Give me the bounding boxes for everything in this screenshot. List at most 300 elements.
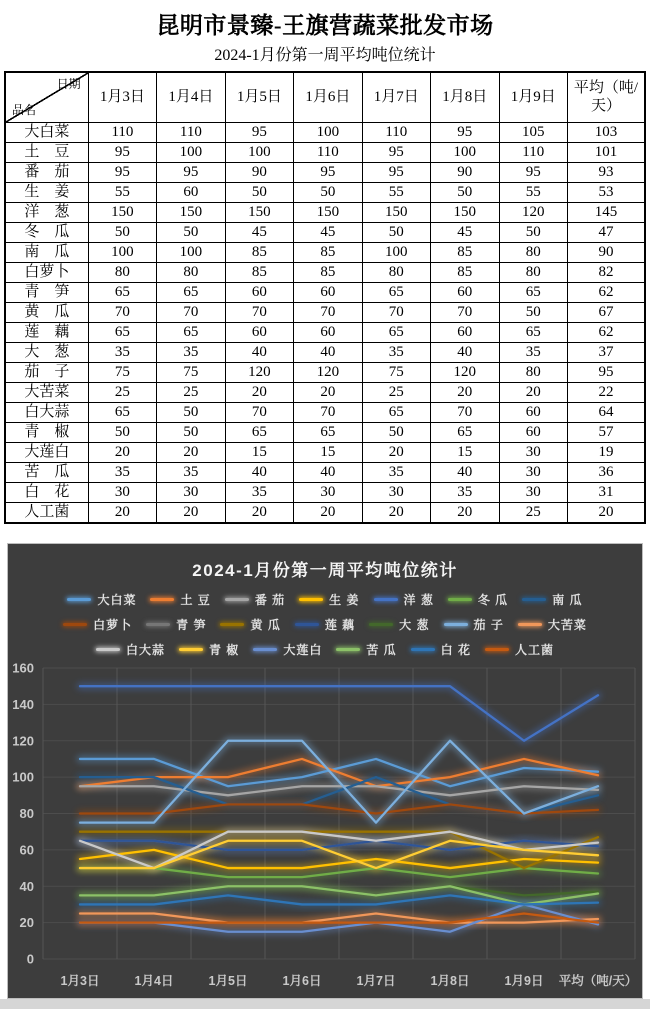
- legend-item: [485, 641, 554, 658]
- value-cell: 20: [499, 383, 567, 403]
- value-cell: 110: [362, 123, 430, 143]
- value-cell: 25: [157, 383, 225, 403]
- legend-item: [150, 591, 210, 608]
- value-cell: 20: [431, 503, 499, 524]
- value-cell: 95: [362, 163, 430, 183]
- column-header: 1月3日: [88, 72, 156, 123]
- bottom-strip: [0, 999, 650, 1009]
- value-cell: 50: [225, 183, 293, 203]
- legend-label: 白大蒜: [125, 643, 165, 657]
- value-cell: 35: [431, 483, 499, 503]
- value-cell: 15: [294, 443, 362, 463]
- legend-row: [8, 587, 642, 612]
- product-name-cell: [5, 203, 88, 223]
- value-cell: 101: [567, 143, 645, 163]
- value-cell: 25: [362, 383, 430, 403]
- legend-label: 白 花: [440, 643, 472, 657]
- value-cell: 47: [567, 223, 645, 243]
- value-cell: 20: [362, 503, 430, 524]
- value-cell: 50: [499, 303, 567, 323]
- value-cell: 80: [499, 363, 567, 383]
- value-cell: 95: [567, 363, 645, 383]
- y-tick-label: 40: [19, 878, 34, 894]
- value-cell: 150: [88, 203, 156, 223]
- legend-label: 冬 瓜: [477, 593, 509, 607]
- product-name: 生姜: [24, 183, 70, 200]
- value-cell: 20: [157, 503, 225, 524]
- value-cell: 100: [157, 243, 225, 263]
- legend-line-swatch-icon: [522, 598, 546, 601]
- value-cell: 20: [225, 503, 293, 524]
- product-name: 大葱: [24, 343, 70, 360]
- value-cell: 150: [225, 203, 293, 223]
- value-cell: 95: [225, 123, 293, 143]
- value-cell: 100: [431, 143, 499, 163]
- value-cell: 50: [362, 423, 430, 443]
- value-cell: 15: [225, 443, 293, 463]
- value-cell: 95: [88, 143, 156, 163]
- product-name-cell: [5, 463, 88, 483]
- legend-item: [411, 641, 471, 658]
- value-cell: 120: [431, 363, 499, 383]
- x-tick-label: 1月7日: [356, 974, 396, 988]
- table-row: [5, 263, 645, 283]
- legend-line-swatch-icon: [96, 648, 120, 651]
- value-cell: 65: [499, 283, 567, 303]
- product-name-cell: [5, 363, 88, 383]
- legend-line-swatch-icon: [299, 598, 323, 601]
- value-cell: 150: [431, 203, 499, 223]
- legend-item: [299, 591, 359, 608]
- product-name: 洋葱: [24, 203, 70, 220]
- value-cell: 50: [362, 223, 430, 243]
- legend-line-swatch-icon: [518, 623, 542, 626]
- legend-line-swatch-icon: [63, 623, 87, 626]
- value-cell: 65: [157, 283, 225, 303]
- legend-label: 大莲白: [283, 643, 323, 657]
- legend-row: [8, 637, 642, 662]
- page-subtitle: 2024-1月份第一周平均吨位统计: [214, 47, 436, 64]
- value-cell: 70: [225, 403, 293, 423]
- product-name-cell: [5, 403, 88, 423]
- table-row: [5, 503, 645, 524]
- column-header: 1月8日: [431, 72, 499, 123]
- table-row: [5, 123, 645, 143]
- chart-legend: [8, 587, 642, 662]
- legend-item: [96, 641, 165, 658]
- legend-label: 白萝卜: [93, 618, 133, 632]
- value-cell: 35: [88, 343, 156, 363]
- value-cell: 100: [225, 143, 293, 163]
- value-cell: 80: [362, 263, 430, 283]
- value-cell: 45: [431, 223, 499, 243]
- value-cell: 65: [157, 323, 225, 343]
- tonnage-table: [4, 71, 646, 524]
- value-cell: 50: [157, 403, 225, 423]
- legend-line-swatch-icon: [220, 623, 244, 626]
- value-cell: 120: [499, 203, 567, 223]
- value-cell: 95: [362, 143, 430, 163]
- value-cell: 120: [225, 363, 293, 383]
- value-cell: 20: [294, 503, 362, 524]
- x-tick-label: 1月9日: [504, 974, 544, 988]
- product-name: 黄瓜: [24, 303, 70, 320]
- value-cell: 80: [499, 263, 567, 283]
- legend-item: [253, 641, 322, 658]
- table-row: [5, 143, 645, 163]
- product-name: 青椒: [24, 423, 70, 440]
- legend-item: [369, 616, 429, 633]
- table-row: [5, 303, 645, 323]
- value-cell: 110: [294, 143, 362, 163]
- value-cell: 25: [88, 383, 156, 403]
- table-row: [5, 443, 645, 463]
- value-cell: 85: [225, 263, 293, 283]
- value-cell: 70: [157, 303, 225, 323]
- legend-label: 黄 瓜: [250, 618, 281, 632]
- value-cell: 95: [157, 163, 225, 183]
- legend-label: 莲 藕: [324, 618, 356, 632]
- product-name: 苦瓜: [24, 463, 70, 480]
- value-cell: 35: [225, 483, 293, 503]
- value-cell: 35: [499, 343, 567, 363]
- column-header: 1月4日: [157, 72, 225, 123]
- value-cell: 64: [567, 403, 645, 423]
- table-row: [5, 323, 645, 343]
- product-name: 茄子: [24, 363, 70, 380]
- legend-item: [336, 641, 396, 658]
- legend-item: [295, 616, 355, 633]
- value-cell: 100: [362, 243, 430, 263]
- legend-label: 土 豆: [180, 593, 211, 607]
- value-cell: 95: [499, 163, 567, 183]
- value-cell: 60: [294, 283, 362, 303]
- column-header: 平均（吨/天）: [567, 72, 645, 123]
- legend-label: 番 茄: [254, 593, 286, 607]
- x-tick-label: 1月8日: [430, 974, 470, 988]
- value-cell: 70: [431, 403, 499, 423]
- value-cell: 85: [431, 243, 499, 263]
- value-cell: 80: [157, 263, 225, 283]
- legend-line-swatch-icon: [485, 648, 509, 651]
- column-header: 1月6日: [294, 72, 362, 123]
- table-row: [5, 483, 645, 503]
- legend-line-swatch-icon: [179, 648, 203, 651]
- legend-item: [522, 591, 582, 608]
- value-cell: 110: [88, 123, 156, 143]
- corner-label-product: 品名: [12, 103, 37, 118]
- value-cell: 60: [499, 423, 567, 443]
- table-row: [5, 203, 645, 223]
- value-cell: 65: [88, 323, 156, 343]
- x-tick-label: 平均（吨/天）: [558, 974, 638, 988]
- product-name: 番茄: [24, 163, 70, 180]
- product-name: 南瓜: [24, 243, 70, 260]
- value-cell: 150: [157, 203, 225, 223]
- value-cell: 100: [294, 123, 362, 143]
- value-cell: 20: [88, 503, 156, 524]
- product-name: 大苦菜: [24, 383, 70, 400]
- legend-line-swatch-icon: [67, 598, 91, 601]
- value-cell: 103: [567, 123, 645, 143]
- column-header: 1月7日: [362, 72, 430, 123]
- product-name-cell: [5, 343, 88, 363]
- legend-label: 青 笋: [176, 618, 207, 632]
- value-cell: 37: [567, 343, 645, 363]
- value-cell: 65: [88, 283, 156, 303]
- table-row: [5, 283, 645, 303]
- legend-item: [225, 591, 285, 608]
- table-row: [5, 163, 645, 183]
- legend-line-swatch-icon: [374, 598, 398, 601]
- table-row: [5, 423, 645, 443]
- value-cell: 85: [225, 243, 293, 263]
- table-row: [5, 223, 645, 243]
- value-cell: 75: [362, 363, 430, 383]
- legend-line-swatch-icon: [150, 598, 174, 601]
- value-cell: 150: [294, 203, 362, 223]
- legend-item: [448, 591, 508, 608]
- product-name: 人工菌: [24, 503, 70, 520]
- product-name-cell: [5, 243, 88, 263]
- legend-line-swatch-icon: [336, 648, 360, 651]
- value-cell: 50: [431, 183, 499, 203]
- chart-panel: [7, 543, 643, 999]
- value-cell: 70: [88, 303, 156, 323]
- legend-line-swatch-icon: [448, 598, 472, 601]
- value-cell: 80: [88, 263, 156, 283]
- y-tick-label: 120: [12, 733, 34, 749]
- value-cell: 30: [294, 483, 362, 503]
- legend-label: 生 姜: [329, 593, 360, 607]
- value-cell: 70: [362, 303, 430, 323]
- value-cell: 70: [294, 303, 362, 323]
- value-cell: 50: [157, 223, 225, 243]
- product-name-cell: [5, 263, 88, 283]
- corner-label-date: 日期: [56, 77, 81, 91]
- product-name: 白萝卜: [24, 263, 70, 280]
- value-cell: 70: [431, 303, 499, 323]
- value-cell: 20: [157, 443, 225, 463]
- value-cell: 30: [499, 483, 567, 503]
- value-cell: 110: [157, 123, 225, 143]
- value-cell: 70: [294, 403, 362, 423]
- value-cell: 60: [431, 283, 499, 303]
- product-name-cell: [5, 283, 88, 303]
- product-name: 白花: [24, 483, 70, 500]
- value-cell: 62: [567, 323, 645, 343]
- value-cell: 100: [88, 243, 156, 263]
- value-cell: 20: [294, 383, 362, 403]
- value-cell: 75: [157, 363, 225, 383]
- legend-line-swatch-icon: [225, 598, 249, 601]
- product-name: 莲藕: [24, 323, 70, 340]
- value-cell: 65: [362, 323, 430, 343]
- value-cell: 40: [431, 343, 499, 363]
- table-row: [5, 383, 645, 403]
- value-cell: 62: [567, 283, 645, 303]
- value-cell: 80: [499, 243, 567, 263]
- x-tick-label: 1月6日: [282, 974, 322, 988]
- value-cell: 31: [567, 483, 645, 503]
- value-cell: 20: [431, 383, 499, 403]
- value-cell: 35: [362, 343, 430, 363]
- value-cell: 40: [225, 343, 293, 363]
- value-cell: 65: [499, 323, 567, 343]
- value-cell: 95: [431, 123, 499, 143]
- y-tick-label: 80: [19, 806, 34, 821]
- value-cell: 40: [225, 463, 293, 483]
- value-cell: 90: [225, 163, 293, 183]
- value-cell: 50: [294, 183, 362, 203]
- x-tick-label: 1月4日: [134, 974, 174, 988]
- value-cell: 45: [294, 223, 362, 243]
- value-cell: 95: [88, 163, 156, 183]
- value-cell: 15: [431, 443, 499, 463]
- legend-line-swatch-icon: [369, 623, 393, 626]
- value-cell: 65: [362, 283, 430, 303]
- product-name-cell: [5, 323, 88, 343]
- value-cell: 50: [499, 223, 567, 243]
- value-cell: 65: [294, 423, 362, 443]
- product-name-cell: [5, 443, 88, 463]
- legend-line-swatch-icon: [411, 648, 435, 651]
- value-cell: 20: [362, 443, 430, 463]
- product-name: 冬瓜: [24, 223, 70, 240]
- value-cell: 85: [294, 263, 362, 283]
- product-name: 白大蒜: [24, 403, 70, 420]
- value-cell: 75: [88, 363, 156, 383]
- table-row: [5, 463, 645, 483]
- value-cell: 150: [362, 203, 430, 223]
- product-name-cell: [5, 123, 88, 143]
- x-tick-label: 1月5日: [208, 974, 248, 988]
- product-name-cell: [5, 183, 88, 203]
- legend-item: [374, 591, 434, 608]
- y-tick-label: 100: [12, 769, 34, 785]
- value-cell: 20: [225, 383, 293, 403]
- value-cell: 90: [431, 163, 499, 183]
- value-cell: 93: [567, 163, 645, 183]
- value-cell: 40: [431, 463, 499, 483]
- value-cell: 35: [88, 463, 156, 483]
- y-tick-label: 140: [12, 696, 34, 712]
- table-row: [5, 363, 645, 383]
- value-cell: 53: [567, 183, 645, 203]
- value-cell: 19: [567, 443, 645, 463]
- value-cell: 20: [567, 503, 645, 524]
- legend-label: 南 瓜: [552, 593, 583, 607]
- product-name-cell: [5, 143, 88, 163]
- value-cell: 30: [499, 463, 567, 483]
- page: [0, 7, 650, 1009]
- value-cell: 35: [362, 463, 430, 483]
- table-header-row: [5, 72, 645, 123]
- legend-item: [444, 616, 504, 633]
- y-tick-label: 160: [12, 662, 34, 676]
- chart-title: 2024-1月份第一周平均吨位统计: [192, 561, 458, 580]
- legend-item: [518, 616, 587, 633]
- line-chart: [8, 662, 643, 999]
- legend-line-swatch-icon: [295, 623, 319, 626]
- legend-line-swatch-icon: [146, 623, 170, 626]
- value-cell: 30: [157, 483, 225, 503]
- legend-label: 人工菌: [515, 643, 555, 657]
- legend-label: 苦 瓜: [366, 643, 397, 657]
- legend-label: 青 椒: [208, 643, 240, 657]
- value-cell: 35: [157, 463, 225, 483]
- value-cell: 60: [294, 323, 362, 343]
- legend-label: 大白菜: [97, 593, 137, 607]
- legend-item: [63, 616, 132, 633]
- value-cell: 60: [225, 323, 293, 343]
- value-cell: 55: [362, 183, 430, 203]
- value-cell: 55: [499, 183, 567, 203]
- value-cell: 30: [499, 443, 567, 463]
- value-cell: 65: [431, 423, 499, 443]
- product-name: 大白菜: [24, 123, 70, 140]
- value-cell: 57: [567, 423, 645, 443]
- table-row: [5, 183, 645, 203]
- legend-row: [8, 612, 642, 637]
- value-cell: 50: [88, 423, 156, 443]
- value-cell: 20: [88, 443, 156, 463]
- value-cell: 105: [499, 123, 567, 143]
- product-name: 大莲白: [24, 443, 70, 460]
- value-cell: 95: [294, 163, 362, 183]
- table-row: [5, 343, 645, 363]
- value-cell: 60: [499, 403, 567, 423]
- legend-label: 茄 子: [473, 618, 504, 632]
- value-cell: 30: [88, 483, 156, 503]
- value-cell: 40: [294, 343, 362, 363]
- legend-line-swatch-icon: [444, 623, 468, 626]
- page-title: 昆明市景臻-王旗营蔬菜批发市场: [156, 13, 494, 38]
- legend-item: [67, 591, 136, 608]
- legend-label: 大苦菜: [547, 618, 587, 632]
- y-tick-label: 20: [19, 915, 34, 931]
- table-row: [5, 403, 645, 423]
- product-name-cell: [5, 223, 88, 243]
- value-cell: 110: [499, 143, 567, 163]
- value-cell: 100: [157, 143, 225, 163]
- product-name-cell: [5, 503, 88, 524]
- value-cell: 65: [225, 423, 293, 443]
- product-name: 土豆: [24, 143, 70, 160]
- y-tick-label: 60: [19, 842, 34, 858]
- value-cell: 85: [431, 263, 499, 283]
- value-cell: 60: [431, 323, 499, 343]
- value-cell: 65: [362, 403, 430, 423]
- value-cell: 45: [225, 223, 293, 243]
- product-name-cell: [5, 303, 88, 323]
- y-tick-label: 0: [26, 951, 34, 967]
- value-cell: 90: [567, 243, 645, 263]
- legend-label: 大 葱: [399, 618, 430, 632]
- column-header: 1月9日: [499, 72, 567, 123]
- legend-item: [220, 616, 280, 633]
- value-cell: 60: [157, 183, 225, 203]
- legend-label: 洋 葱: [403, 593, 434, 607]
- product-name: 青笋: [24, 283, 70, 300]
- product-name-cell: [5, 423, 88, 443]
- legend-item: [146, 616, 206, 633]
- value-cell: 40: [294, 463, 362, 483]
- legend-item: [179, 641, 239, 658]
- value-cell: 145: [567, 203, 645, 223]
- value-cell: 70: [225, 303, 293, 323]
- value-cell: 55: [88, 183, 156, 203]
